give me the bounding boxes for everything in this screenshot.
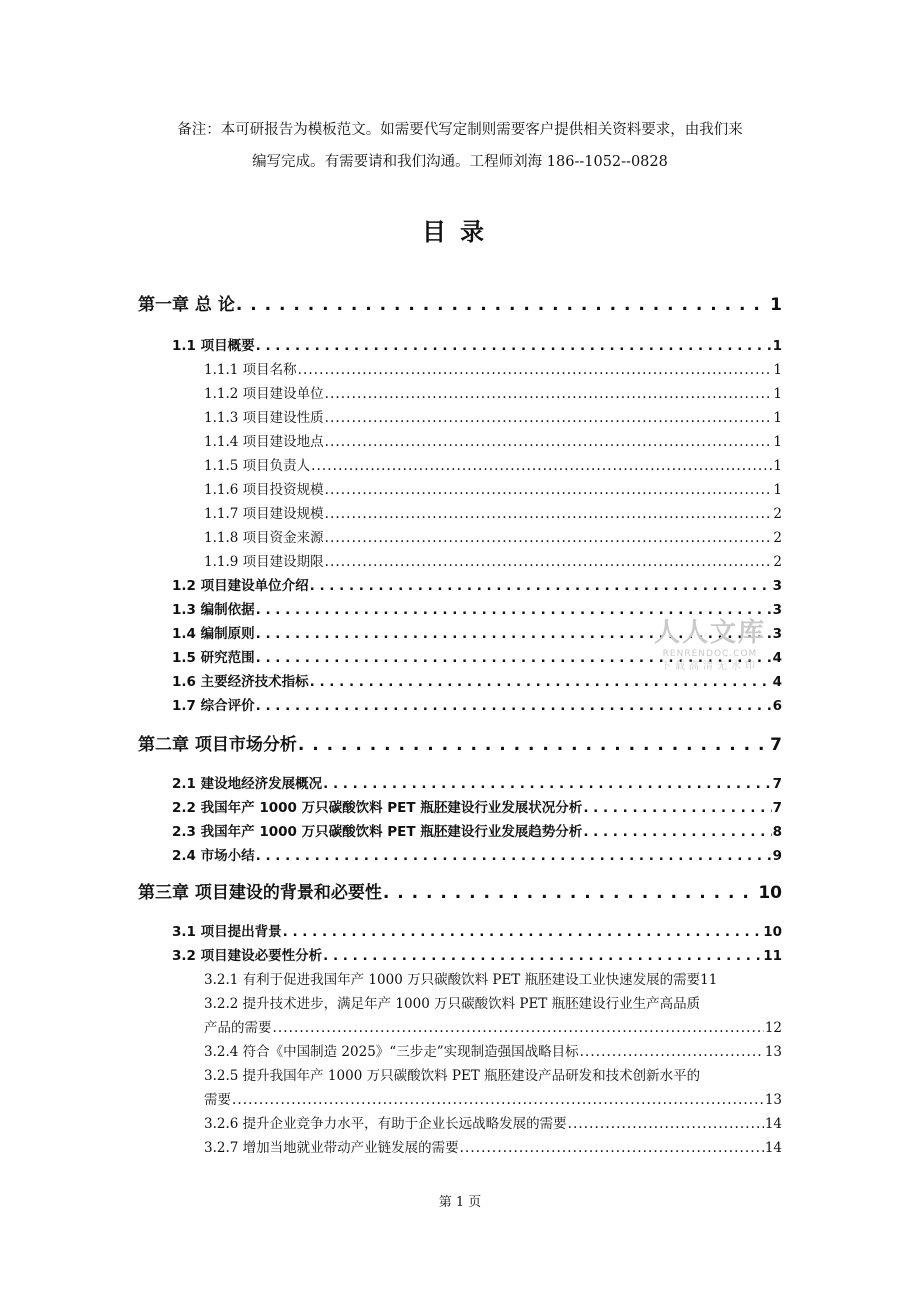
- toc-item-1-1-8[interactable]: 1.1.8 项目资金来源 . . . 2: [204, 526, 782, 546]
- toc-section-1-5[interactable]: 1.5 研究范围 . . . 4: [172, 646, 782, 666]
- toc-section-1-6[interactable]: 1.6 主要经济技术指标 . . . 4: [172, 670, 782, 690]
- toc-title: 目录: [422, 218, 498, 246]
- toc-item-3-2-5[interactable]: 需要 . . . 13: [204, 1088, 782, 1108]
- toc-section-1-7[interactable]: 1.7 综合评价 . . . 6: [172, 694, 782, 714]
- note-line-2: 编写完成。有需要请和我们沟通。工程师刘海 186--1052--0828: [252, 154, 668, 170]
- toc-section-2-3[interactable]: 2.3 我国年产 1000 万只碳酸饮料 PET 瓶胚建设行业发展趋势分析 . . . 8: [172, 820, 782, 840]
- toc-section-3-1[interactable]: 3.1 项目提出背景 . . . 10: [172, 920, 782, 940]
- toc-section-1-4[interactable]: 1.4 编制原则 . . . 3: [172, 622, 782, 642]
- toc-item-1-1-6[interactable]: 1.1.6 项目投资规模 . . . 1: [204, 478, 782, 498]
- toc-item-3-2-5-line1[interactable]: 3.2.5 提升我国年产 1000 万只碳酸饮料 PET 瓶胚建设产品研发和技术创新水平的: [204, 1068, 701, 1084]
- toc-item-1-1-2[interactable]: 1.1.2 项目建设单位 . . . 1: [204, 382, 782, 402]
- toc-section-1-2[interactable]: 1.2 项目建设单位介绍 . . . 3: [172, 574, 782, 594]
- toc-item-3-2-7[interactable]: 3.2.7 增加当地就业带动产业链发展的需要 . . . 14: [204, 1136, 782, 1156]
- watermark-title: 人人文库: [653, 618, 766, 648]
- toc-chapter-1[interactable]: 第一章 总 论 . . . 1: [138, 290, 782, 315]
- toc-item-1-1-9[interactable]: 1.1.9 项目建设期限 . . . 2: [204, 550, 782, 570]
- toc-chapter-2[interactable]: 第二章 项目市场分析 . . . 7: [138, 730, 782, 755]
- toc-item-1-1-7[interactable]: 1.1.7 项目建设规模 . . . 2: [204, 502, 782, 522]
- toc-item-3-2-1[interactable]: 3.2.1 有利于促进我国年产 1000 万只碳酸饮料 PET 瓶胚建设工业快速发展的需要 11: [204, 972, 718, 988]
- toc-section-2-1[interactable]: 2.1 建设地经济发展概况 . . . 7: [172, 772, 782, 792]
- toc-section-2-4[interactable]: 2.4 市场小结 . . . 9: [172, 844, 782, 864]
- watermark-url: RENRENDOC.COM: [662, 649, 758, 659]
- watermark: [648, 618, 772, 674]
- toc-item-3-2-6[interactable]: 3.2.6 提升企业竞争力水平，有助于企业长远战略发展的需要 . . . 14: [204, 1112, 782, 1132]
- toc-section-2-2[interactable]: 2.2 我国年产 1000 万只碳酸饮料 PET 瓶胚建设行业发展状况分析 . . . 7: [172, 796, 782, 816]
- toc-item-3-2-4[interactable]: 3.2.4 符合《中国制造 2025》“三步走”实现制造强国战略目标 . . . 13: [204, 1040, 782, 1060]
- toc-section-3-2[interactable]: 3.2 项目建设必要性分析 . . . 11: [172, 944, 782, 964]
- toc-item-1-1-3[interactable]: 1.1.3 项目建设性质 . . . 1: [204, 406, 782, 426]
- watermark-tagline: 下载高清无水印: [661, 661, 759, 672]
- toc-section-1-3[interactable]: 1.3 编制依据 . . . 3: [172, 598, 782, 618]
- toc-item-3-2-2[interactable]: 产品的需要 . . . 12: [204, 1016, 782, 1036]
- toc-item-1-1-5[interactable]: 1.1.5 项目负责人 . . . 1: [204, 454, 782, 474]
- page-footer: 第 1 页: [438, 1195, 482, 1210]
- toc-item-3-2-2-line1[interactable]: 3.2.2 提升技术进步，满足年产 1000 万只碳酸饮料 PET 瓶胚建设行业生产高品质: [204, 996, 701, 1012]
- toc-item-1-1-1[interactable]: 1.1.1 项目名称 . . . 1: [204, 358, 782, 378]
- toc-chapter-3[interactable]: 第三章 项目建设的背景和必要性 . . . 10: [138, 878, 782, 903]
- note-line-1: 备注：本可研报告为模板范文。如需要代写定制则需要客户提供相关资料要求，由我们来: [177, 122, 743, 138]
- toc-item-1-1-4[interactable]: 1.1.4 项目建设地点 . . . 1: [204, 430, 782, 450]
- toc-section-1-1[interactable]: 1.1 项目概要 . . . 1: [172, 334, 782, 354]
